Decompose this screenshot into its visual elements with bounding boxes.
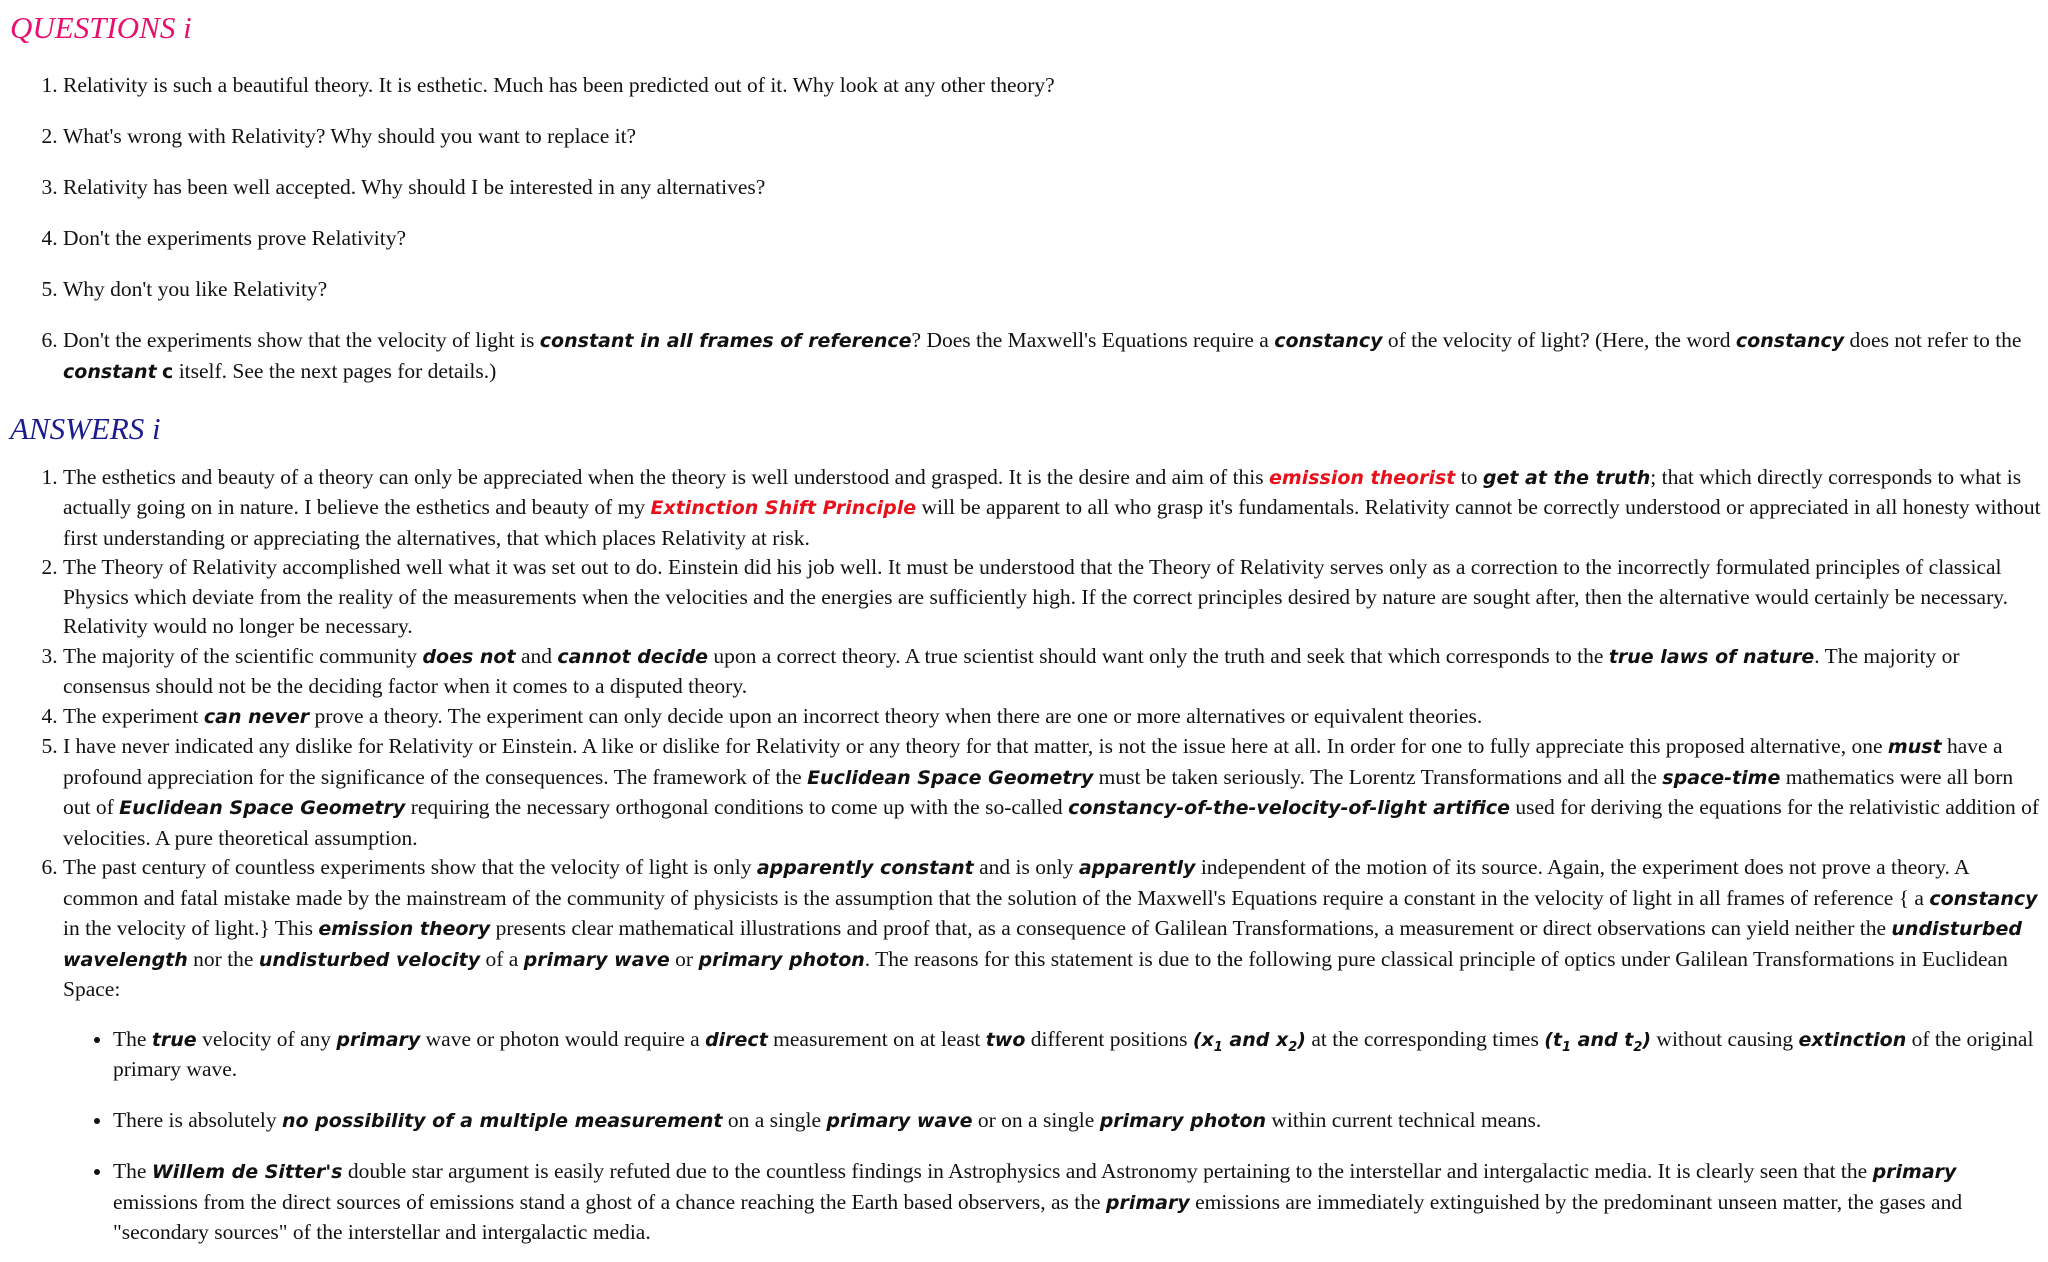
emphasized-term: no possibility of a multiple measurement [281,1109,723,1132]
text-segment: Relativity has been well accepted. Why should I be interested in any alternatives? [63,175,766,199]
principles-bullet-list [63,1025,2044,1248]
text-segment: and is only [973,855,1079,879]
emphasized-term: two [985,1028,1026,1051]
text-segment: ? Does the Maxwell's Equations require a [911,328,1275,352]
text-segment: or [669,946,699,971]
answers-list [10,463,2044,1248]
question-item [63,275,2044,305]
emphasized-term: space-time [1662,766,1781,789]
answer-item [63,553,2044,642]
emphasized-term: cannot decide [557,645,709,668]
text-segment: of the original primary wave. [113,1026,2034,1081]
emphasized-term: 1 [1213,1039,1223,1055]
emphasized-term: 2 [1633,1039,1643,1055]
emphasized-term: constancy-of-the-velocity-of-light artifice [1068,797,1511,819]
text-segment: Relativity is such a beautiful theory. It is esthetic. Much has been predicted out of it. Why look at any other theory? [63,73,1055,97]
emphasized-term: constancy [1735,330,1845,352]
emphasized-term: can never [203,705,310,728]
emphasized-term: (x [1192,1028,1214,1051]
emphasized-term: Euclidean Space Geometry [119,797,406,819]
emphasized-term: undisturbed velocity [258,948,481,971]
emphasized-term: constant [63,360,157,383]
questions-list [10,71,2044,387]
emphasized-term: true [151,1028,197,1051]
emphasized-term: primary [1105,1191,1190,1214]
text-segment: ; that which directly corresponds to what is actually going on in nature. I believe the esthetics and beauty of my [63,464,2022,519]
emphasized-term: and t [1571,1028,1634,1051]
text-segment: to [1455,464,1483,489]
text-segment: on a single [722,1107,827,1132]
emphasized-term: Willem de Sitter's [151,1161,343,1183]
emphasized-term: 1 [1562,1039,1572,1055]
emphasized-term: primary [336,1028,421,1051]
text-segment: without causing [1651,1026,1799,1051]
text-segment: or on a single [972,1107,1100,1132]
text-segment: wave or photon would require a [420,1026,706,1051]
emphasized-term: apparently constant [756,857,974,879]
question-item [63,122,2044,152]
text-segment: I have never indicated any dislike for Relativity or Einstein. A like or dislike for Relativity or any theory for that matter, is not the issue here at all. In order for one to fully appreciate this proposed alternative, one [63,734,1888,758]
text-segment: double star argument is easily refuted due to the countless findings in Astrophysics and Astronomy pertaining to the interstellar and intergalactic media. It is clearly seen that the [342,1159,1873,1183]
text-segment: of the velocity of light? (Here, the word [1382,328,1736,352]
text-segment: . The majority or consensus should not be the deciding factor when it comes to a disputed theory. [63,643,1960,698]
question-item [63,224,2044,254]
text-segment: independent of the motion of its source. Again, the experiment does not prove a theory. A common and fatal mistake made by the mainstream of the community of physicists is the assumption that the solution of the Maxwell's Equations require a constant in the velocity of light in all frames of reference { a [63,855,1969,910]
text-segment: different positions [1025,1026,1193,1051]
text-segment: . The reasons for this statement is due to the following pure classical principle of optics under Galilean Transformations in Euclidean Space: [63,946,2008,1001]
answer-item [63,702,2044,733]
text-segment: of a [480,946,524,971]
emphasized-term: 2 [1288,1039,1298,1055]
text-segment: within current technical means. [1266,1107,1542,1132]
text-segment: prove a theory. The experiment can only decide upon an incorrect theory when there are one or more alternatives or equivalent theories. [309,703,1483,728]
emphasized-term: true laws of nature [1608,645,1815,668]
emphasized-term: extinction [1798,1028,1907,1051]
emphasized-term: primary wave [523,948,670,971]
emphasized-term: constancy [1929,887,2038,910]
text-segment: velocity of any [196,1026,337,1051]
emphasized-term: (t [1544,1028,1562,1051]
text-segment: and [515,643,558,668]
text-segment: must be taken seriously. The Lorentz Transformations and all the [1093,764,1663,789]
emphasized-term: must [1887,736,1942,758]
emphasized-term: primary wave [826,1109,973,1132]
text-segment: upon a correct theory. A true scientist should want only the truth and seek that which corresponds to the [708,643,1609,668]
text-segment: The majority of the scientific community [63,643,423,668]
emphasized-term: and x [1222,1028,1289,1051]
text-segment: mathematics were all born out of [63,764,2014,819]
answer-item [63,732,2044,853]
text-segment: in the velocity of light.} This [63,916,319,940]
question-item [63,71,2044,101]
bullet-item [113,1106,2044,1137]
text-segment: The esthetics and beauty of a theory can only be appreciated when the theory is well understood and grasped. It is the desire and aim of this [63,464,1270,489]
text-segment: Don't the experiments show that the velocity of light is [63,328,540,352]
highlighted-term: emission theorist [1269,466,1456,489]
emphasized-term: primary photon [1099,1109,1267,1132]
text-segment: The experiment [63,703,204,728]
emphasized-term: ) [1642,1028,1652,1051]
answer-item [63,463,2044,554]
emphasized-term: Euclidean Space Geometry [807,766,1094,789]
answer-item [63,642,2044,702]
text-segment: at the corresponding times [1305,1026,1545,1051]
answer-item [63,853,2044,1248]
emphasized-term: apparently [1078,857,1196,879]
text-segment: nor the [187,946,259,971]
text-segment: There is absolutely [113,1107,282,1132]
emphasized-term: emission theory [318,918,491,940]
text-segment: used for deriving the equations for the relativistic addition of velocities. A pure theoretical assumption. [63,795,2040,850]
text-segment: The [113,1159,152,1183]
text-segment: emissions from the direct sources of emissions stand a ghost of a chance reaching the Earth based observers, as the [113,1189,1106,1214]
emphasized-term: does not [422,645,516,668]
text-segment: does not refer to the [1844,328,2022,352]
emphasized-term: direct [705,1028,768,1051]
emphasized-term: constant in all frames of reference [539,330,912,352]
emphasized-term: c [162,360,174,383]
emphasized-term: ) [1297,1028,1306,1051]
emphasized-term: constancy [1274,330,1383,352]
emphasized-term: undisturbed wavelength [63,918,2022,971]
emphasized-term: primary [1872,1161,1957,1183]
text-segment: What's wrong with Relativity? Why should you want to replace it? [63,124,637,148]
question-item [63,173,2044,203]
text-segment: presents clear mathematical illustrations and proof that, as a consequence of Galilean Transformations, a measurement or direct observations can yield neither the [490,916,1892,940]
answers-heading: ANSWERS i [10,410,161,446]
text-segment: emissions are immediately extinguished by the predominant unseen matter, the gases and "secondary sources" of the interstellar and intergalactic media. [113,1189,1963,1244]
text-segment: Why don't you like Relativity? [63,277,328,301]
emphasized-term: get at the truth [1482,466,1651,489]
text-segment: Don't the experiments prove Relativity? [63,226,407,250]
text-segment: requiring the necessary orthogonal conditions to come up with the so-called [405,795,1069,819]
bullet-item [113,1157,2044,1248]
text-segment: The [113,1026,152,1051]
text-segment: will be apparent to all who grasp it's fundamentals. Relativity cannot be correctly understood or appreciated in all honesty without first understanding or appreciating the alternatives, that which places Relativity at risk. [63,495,2041,550]
text-segment: have a profound appreciation for the significance of the consequences. The framework of the [63,734,2003,789]
emphasized-term: primary photon [698,948,865,971]
text-segment: The past century of countless experiments show that the velocity of light is only [63,855,757,879]
questions-heading: QUESTIONS i [10,10,192,45]
question-item [63,326,2044,387]
bullet-item [113,1025,2044,1085]
text-segment: measurement on at least [767,1026,986,1051]
text-segment: The Theory of Relativity accomplished well what it was set out to do. Einstein did his job well. It must be understood that the Theory of Relativity serves only as a correction to the incorrectly formulated principles of classical Physics which deviate from the reality of the measurements when the velocities and the energies are sufficiently high. If the correct principles desired by nature are sought after, then the alternative would certainly be necessary. Relativity would no longer be necessary. [63,555,2008,638]
text-segment: itself. See the next pages for details.) [173,358,497,383]
highlighted-term: Extinction Shift Principle [650,497,917,519]
